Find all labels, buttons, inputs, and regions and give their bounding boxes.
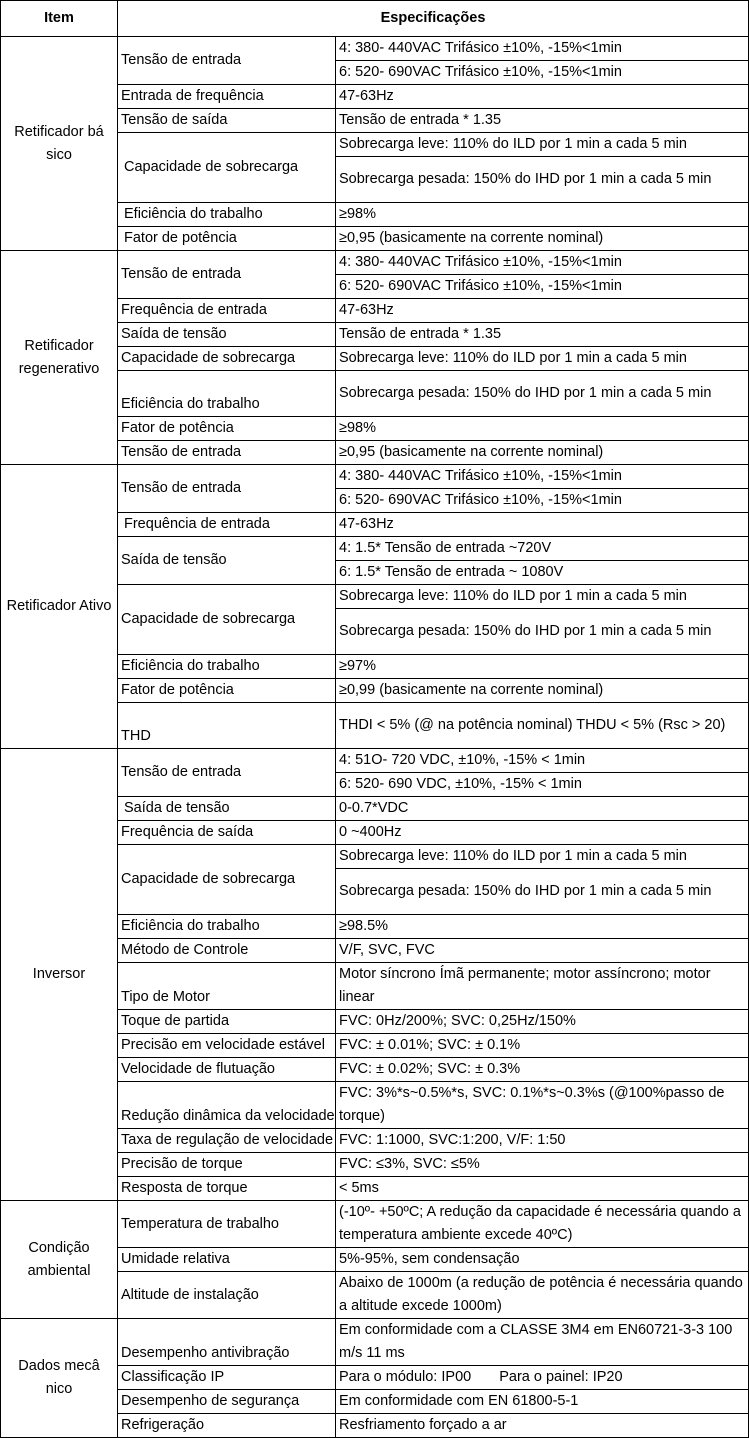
inv-torque-precision-val: FVC: ≤3%, SVC: ≤5% (336, 1153, 749, 1177)
active-thd: THD (118, 703, 336, 749)
active-overload-light: Sobrecarga leve: 110% do ILD por 1 min a cada 5 min (336, 585, 749, 609)
basic-power-factor-val: ≥0,95 (basicamente na corrente nominal) (336, 227, 749, 251)
inv-output-freq: Frequência de saída (118, 821, 336, 845)
inv-output-freq-val: 0 ~400Hz (336, 821, 749, 845)
env-humidity-val: 5%-95%, sem condensação (336, 1248, 749, 1272)
basic-overload-heavy: Sobrecarga pesada: 150% do IHD por 1 min a cada 5 min (336, 157, 749, 203)
mech-safety: Desempenho de segurança (118, 1390, 336, 1414)
env-humidity: Umidade relativa (118, 1248, 336, 1272)
inv-efficiency-val: ≥98.5% (336, 915, 749, 939)
section-basic-title: Retificador bá sico (1, 37, 118, 251)
env-temp: Temperatura de trabalho (118, 1201, 336, 1248)
mech-ip: Classificação IP (118, 1366, 336, 1390)
active-thd-val: THDI < 5% (@ na potência nominal) THDU < 5% (Rsc > 20) (336, 703, 749, 749)
active-input-voltage-4: 4: 380- 440VAC Trifásico ±10%, -15%<1min (336, 465, 749, 489)
regen-overload-light: Sobrecarga leve: 110% do ILD por 1 min a cada 5 min (336, 347, 749, 371)
active-power-factor-val: ≥0,99 (basicamente na corrente nominal) (336, 679, 749, 703)
inv-output-voltage-val: 0-0.7*VDC (336, 797, 749, 821)
inv-input-voltage-4: 4: 51O- 720 VDC, ±10%, -15% < 1min (336, 749, 749, 773)
inv-speed-reg-val: FVC: 1:1000, SVC:1:200, V/F: 1:50 (336, 1129, 749, 1153)
regen-input-voltage-2-val: ≥0,95 (basicamente na corrente nominal) (336, 441, 749, 465)
basic-freq-input-val: 47-63Hz (336, 85, 749, 109)
regen-power-factor-val: ≥98% (336, 417, 749, 441)
mech-safety-val: Em conformidade com EN 61800-5-1 (336, 1390, 749, 1414)
regen-power-factor: Fator de potência (118, 417, 336, 441)
section-env-title: Condição ambiental (1, 1201, 118, 1319)
basic-overload: Capacidade de sobrecarga (118, 133, 336, 203)
regen-freq-input-val: 47-63Hz (336, 299, 749, 323)
active-overload: Capacidade de sobrecarga (118, 585, 336, 655)
mech-cooling-val: Resfriamento forçado a ar (336, 1414, 749, 1438)
regen-input-voltage-6: 6: 520- 690VAC Trifásico ±10%, -15%<1min (336, 275, 749, 299)
section-active-title: Retificador Ativo (1, 465, 118, 749)
inv-motor-type: Tipo de Motor (118, 963, 336, 1010)
active-output-voltage-6: 6: 1.5* Tensão de entrada ~ 1080V (336, 561, 749, 585)
basic-input-voltage-6: 6: 520- 690VAC Trifásico ±10%, -15%<1min (336, 61, 749, 85)
basic-input-voltage-4: 4: 380- 440VAC Trifásico ±10%, -15%<1min (336, 37, 749, 61)
env-temp-val: (-10º- +50ºC; A redução da capacidade é necessária quando a temperatura ambiente excede 40ºC) (336, 1201, 749, 1248)
active-freq-input: Frequência de entrada (118, 513, 336, 537)
header-specs: Especificações (118, 1, 749, 37)
inv-start-torque: Toque de partida (118, 1010, 336, 1034)
inv-speed-fluct-val: FVC: ± 0.02%; SVC: ± 0.3% (336, 1058, 749, 1082)
env-altitude: Altitude de instalação (118, 1272, 336, 1319)
mech-ip-module: Para o módulo: IP00 (339, 1369, 472, 1385)
regen-overload-heavy: Sobrecarga pesada: 150% do IHD por 1 min a cada 5 min (336, 371, 749, 417)
inv-speed-reg: Taxa de regulação de velocidade (118, 1129, 336, 1153)
inv-dyn-speed: Redução dinâmica da velocidade (118, 1082, 336, 1129)
section-regen-title: Retificador regenerativo (1, 251, 118, 465)
active-efficiency: Eficiência do trabalho (118, 655, 336, 679)
env-altitude-val: Abaixo de 1000m (a redução de potência é necessária quando a altitude excede 1000m) (336, 1272, 749, 1319)
active-power-factor: Fator de potência (118, 679, 336, 703)
inv-control: Método de Controle (118, 939, 336, 963)
section-mech-title: Dados mecâ nico (1, 1319, 118, 1438)
active-output-voltage: Saída de tensão (118, 537, 336, 585)
section-inverter-title: Inversor (1, 749, 118, 1201)
inv-control-val: V/F, SVC, FVC (336, 939, 749, 963)
regen-output-voltage-val: Tensão de entrada * 1.35 (336, 323, 749, 347)
regen-freq-input: Frequência de entrada (118, 299, 336, 323)
basic-freq-input: Entrada de frequência (118, 85, 336, 109)
regen-input-voltage-2: Tensão de entrada (118, 441, 336, 465)
inv-overload-heavy: Sobrecarga pesada: 150% do IHD por 1 min a cada 5 min (336, 869, 749, 915)
inv-speed-precision: Precisão em velocidade estável (118, 1034, 336, 1058)
regen-efficiency: Eficiência do trabalho (118, 371, 336, 417)
mech-ip-val (336, 1366, 749, 1390)
mech-vibration: Desempenho antivibração (118, 1319, 336, 1366)
basic-input-voltage: Tensão de entrada (118, 37, 336, 85)
inv-torque-response: Resposta de torque (118, 1177, 336, 1201)
header-row (1, 1, 749, 37)
basic-power-factor: Fator de potência (118, 227, 336, 251)
active-input-voltage-6: 6: 520- 690VAC Trifásico ±10%, -15%<1min (336, 489, 749, 513)
active-input-voltage: Tensão de entrada (118, 465, 336, 513)
regen-input-voltage: Tensão de entrada (118, 251, 336, 299)
header-item: Item (1, 1, 118, 37)
basic-efficiency: Eficiência do trabalho (118, 203, 336, 227)
inv-speed-fluct: Velocidade de flutuação (118, 1058, 336, 1082)
inv-overload: Capacidade de sobrecarga (118, 845, 336, 915)
regen-overload: Capacidade de sobrecarga (118, 347, 336, 371)
inv-dyn-speed-val: FVC: 3%*s~0.5%*s, SVC: 0.1%*s~0.3%s (@100%passo de torque) (336, 1082, 749, 1129)
inv-efficiency: Eficiência do trabalho (118, 915, 336, 939)
regen-output-voltage: Saída de tensão (118, 323, 336, 347)
mech-vibration-val: Em conformidade com a CLASSE 3M4 em EN60721-3-3 100 m/s 11 ms (336, 1319, 749, 1366)
active-efficiency-val: ≥97% (336, 655, 749, 679)
active-overload-heavy: Sobrecarga pesada: 150% do IHD por 1 min a cada 5 min (336, 609, 749, 655)
inv-speed-precision-val: FVC: ± 0.01%; SVC: ± 0.1% (336, 1034, 749, 1058)
inv-input-voltage: Tensão de entrada (118, 749, 336, 797)
active-freq-input-val: 47-63Hz (336, 513, 749, 537)
basic-output-voltage: Tensão de saída (118, 109, 336, 133)
regen-input-voltage-4: 4: 380- 440VAC Trifásico ±10%, -15%<1min (336, 251, 749, 275)
basic-efficiency-val: ≥98% (336, 203, 749, 227)
inv-input-voltage-6: 6: 520- 690 VDC, ±10%, -15% < 1min (336, 773, 749, 797)
inv-start-torque-val: FVC: 0Hz/200%; SVC: 0,25Hz/150% (336, 1010, 749, 1034)
inv-motor-type-val: Motor síncrono Ímã permanente; motor assíncrono; motor linear (336, 963, 749, 1010)
mech-cooling: Refrigeração (118, 1414, 336, 1438)
inv-torque-precision: Precisão de torque (118, 1153, 336, 1177)
basic-output-voltage-val: Tensão de entrada * 1.35 (336, 109, 749, 133)
active-output-voltage-4: 4: 1.5* Tensão de entrada ~720V (336, 537, 749, 561)
mech-ip-panel: Para o painel: IP20 (499, 1369, 623, 1385)
inv-overload-light: Sobrecarga leve: 110% do ILD por 1 min a cada 5 min (336, 845, 749, 869)
inv-torque-response-val: < 5ms (336, 1177, 749, 1201)
inv-output-voltage: Saída de tensão (118, 797, 336, 821)
basic-overload-light: Sobrecarga leve: 110% do ILD por 1 min a cada 5 min (336, 133, 749, 157)
